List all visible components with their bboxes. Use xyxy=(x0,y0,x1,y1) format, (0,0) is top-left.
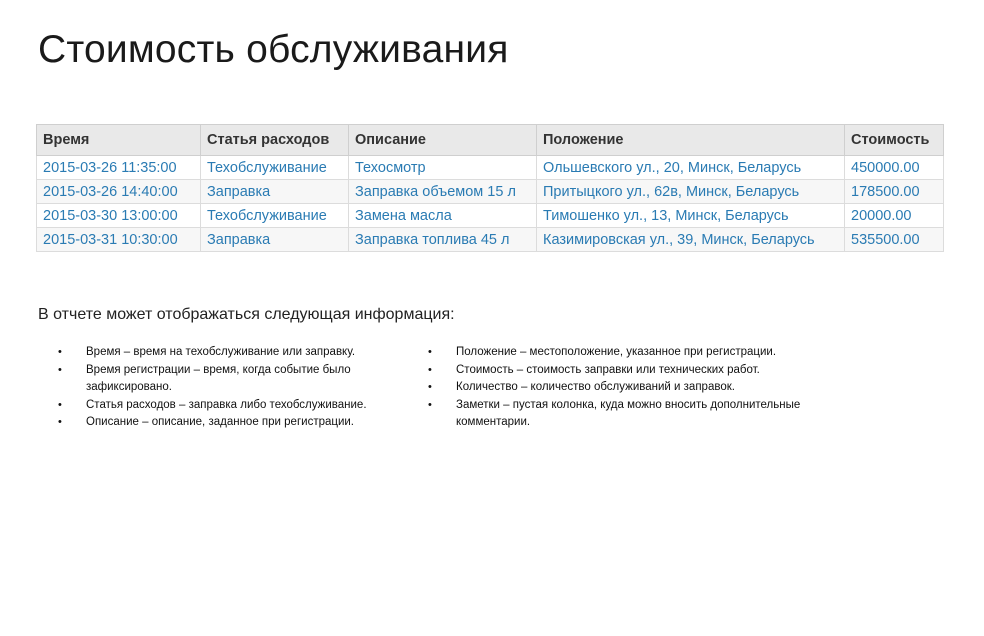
table-row xyxy=(37,156,944,180)
cell-time-link[interactable]: 2015-03-31 10:30:00 xyxy=(37,228,201,252)
info-heading: В отчете может отображаться следующая информация: xyxy=(38,306,455,323)
cell-description-link[interactable]: Заправка объемом 15 л xyxy=(349,180,537,204)
cell-location-link[interactable]: Притыцкого ул., 62в, Минск, Беларусь xyxy=(537,180,845,204)
column-header-description[interactable]: Описание xyxy=(349,125,537,156)
column-header-time[interactable]: Время xyxy=(37,125,201,156)
bullet-icon: • xyxy=(58,398,62,411)
list-item-text: Время – время на техобслуживание или заправку. xyxy=(86,346,356,358)
cell-location-link[interactable]: Тимошенко ул., 13, Минск, Беларусь xyxy=(537,204,845,228)
bullet-icon: • xyxy=(428,346,432,358)
cell-category-link[interactable]: Заправка xyxy=(201,228,349,252)
bullet-icon: • xyxy=(428,398,432,411)
column-header-location[interactable]: Положение xyxy=(537,125,845,156)
list-item-text: Описание – описание, заданное при регистрации. xyxy=(86,416,355,428)
cell-cost-link[interactable]: 20000.00 xyxy=(845,204,944,228)
table-row xyxy=(37,228,944,252)
cell-cost-link[interactable]: 450000.00 xyxy=(845,156,944,180)
cell-time-link[interactable]: 2015-03-26 14:40:00 xyxy=(37,180,201,204)
cell-cost-link[interactable]: 535500.00 xyxy=(845,228,944,252)
bullet-icon: • xyxy=(58,363,62,376)
list-item xyxy=(58,397,398,415)
list-item-text: Положение – местоположение, указанное при регистрации. xyxy=(456,346,777,358)
table-header-row xyxy=(37,125,944,156)
cell-category-link[interactable]: Техобслуживание xyxy=(201,156,349,180)
list-item xyxy=(58,414,398,432)
table-row xyxy=(37,180,944,204)
bullet-icon: • xyxy=(58,416,62,428)
list-item-text: Время регистрации – время, когда событие было зафиксировано. xyxy=(86,363,351,393)
bullet-icon: • xyxy=(428,381,432,393)
cell-location-link[interactable]: Казимировская ул., 39, Минск, Беларусь xyxy=(537,228,845,252)
list-item-text: Количество – количество обслуживаний и заправок. xyxy=(456,381,735,393)
cell-time-link[interactable]: 2015-03-26 11:35:00 xyxy=(37,156,201,180)
bullet-icon: • xyxy=(58,346,62,358)
table-row xyxy=(37,204,944,228)
list-item xyxy=(428,379,848,397)
list-item xyxy=(58,344,398,362)
bullet-icon: • xyxy=(428,363,432,376)
cell-description-link[interactable]: Техосмотр xyxy=(349,156,537,180)
cell-description-link[interactable]: Замена масла xyxy=(349,204,537,228)
column-header-category[interactable]: Статья расходов xyxy=(201,125,349,156)
service-cost-table xyxy=(36,124,944,252)
list-item xyxy=(58,362,398,397)
list-item xyxy=(428,344,848,362)
info-list-left xyxy=(58,344,398,432)
list-item xyxy=(428,397,848,432)
cell-category-link[interactable]: Заправка xyxy=(201,180,349,204)
cell-time-link[interactable]: 2015-03-30 13:00:00 xyxy=(37,204,201,228)
cell-category-link[interactable]: Техобслуживание xyxy=(201,204,349,228)
cell-cost-link[interactable]: 178500.00 xyxy=(845,180,944,204)
column-header-cost[interactable]: Стоимость xyxy=(845,125,944,156)
list-item-text: Стоимость – стоимость заправки или технических работ. xyxy=(456,363,760,376)
page-title: Стоимость обслуживания xyxy=(38,28,509,71)
cell-description-link[interactable]: Заправка топлива 45 л xyxy=(349,228,537,252)
list-item xyxy=(428,362,848,380)
list-item-text: Заметки – пустая колонка, куда можно вносить дополнительные комментарии. xyxy=(456,398,801,428)
list-item-text: Статья расходов – заправка либо техобслуживание. xyxy=(86,398,367,411)
info-list-right xyxy=(428,344,848,432)
cell-location-link[interactable]: Ольшевского ул., 20, Минск, Беларусь xyxy=(537,156,845,180)
